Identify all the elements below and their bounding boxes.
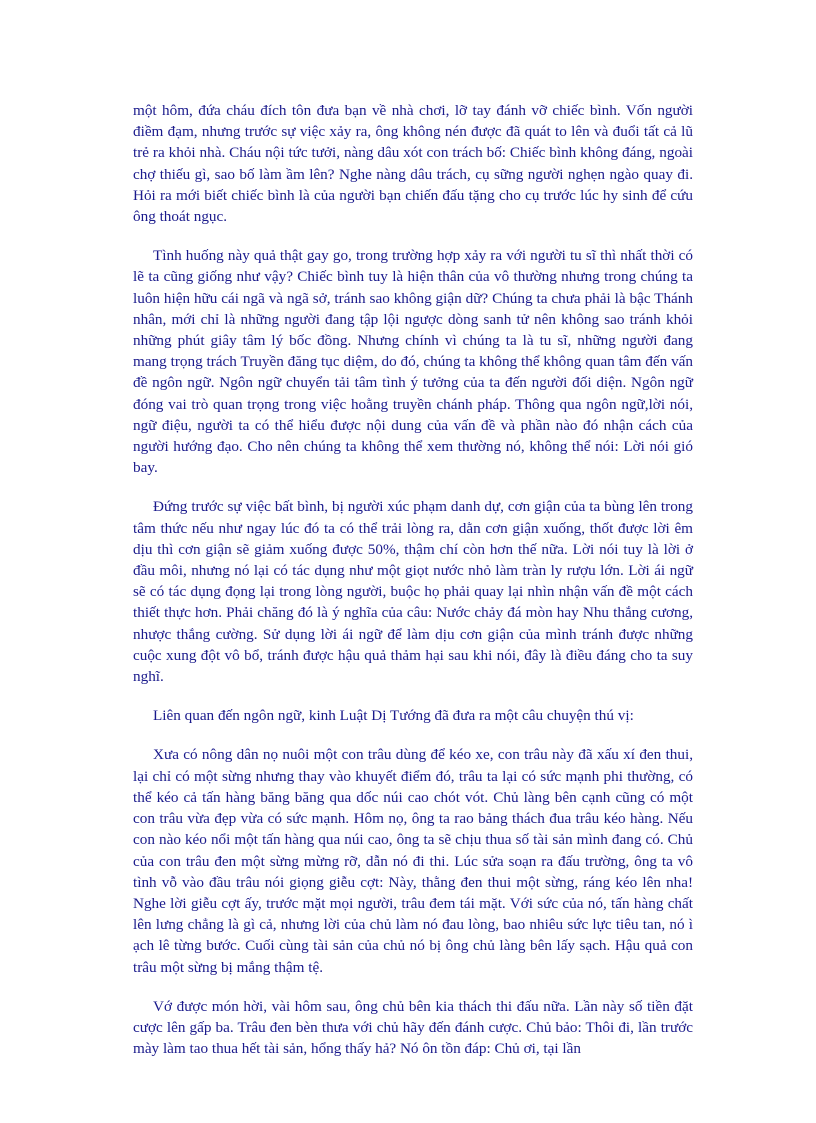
paragraph-5: Xưa có nông dân nọ nuôi một con trâu dùng để kéo xe, con trâu này đã xấu xí đen thui, lại chỉ có một sừng nhưng thay vào khuyết điểm đó, trâu ta lại có sức mạnh phi thường, có thể kéo cả tấn hàng băng băng qua dốc núi cao chót vót. Chủ làng bên cạnh cũng có một con trâu vừa đẹp vừa có sức mạnh. Hôm nọ, ông ta rao bảng thách đua trâu kéo hàng. Nếu con nào kéo nổi một tấn hàng qua núi cao, ông ta sẽ chịu thua số tài sản mình đang có. Chủ của con trâu đen một sừng mừng rỡ, dẫn nó đi thi. Lúc sửa soạn ra đấu trường, ông ta vô tình vỗ vào đầu trâu nói giọng giễu cợt: Này, thằng đen thui một sừng, ráng kéo lên nha! Nghe lời giễu cợt ấy, trước mặt mọi người, trâu đem tái mặt. Với sức của nó, tấn hàng chất lên lưng chẳng là gì cả, nhưng lời của chủ làm nó đau lòng, bao nhiêu sức lực tiêu tan, nó ì ạch lê từng bước. Cuối cùng tài sản của chủ nó bị ông chủ làng bên lấy sạch. Hậu quả con trâu một sừng bị mắng thậm tệ. (133, 746, 693, 976)
paragraph-1: một hôm, đứa cháu đích tôn đưa bạn về nhà chơi, lỡ tay đánh vỡ chiếc bình. Vốn người điềm đạm, nhưng trước sự việc xảy ra, ông không nén được đã quát to lên và đuổi tất cả lũ trẻ ra khỏi nhà. Cháu nội tức tưởi, nàng dâu xót con trách bố: Chiếc bình không đáng, ngoài chợ thiếu gì, sao bố làm ầm lên? Nghe nàng dâu trách, cụ sững người nghẹn ngào quay đi. Hỏi ra mới biết chiếc bình là của người bạn chiến đấu tặng cho cụ trước lúc hy sinh để cứu ông thoát ngục. (133, 102, 693, 226)
document-page (133, 100, 693, 1077)
paragraph-6: Vớ được món hời, vài hôm sau, ông chủ bên kia thách thi đấu nữa. Lần này số tiền đặt cược lên gấp ba. Trâu đen bèn thưa với chủ hãy đến đánh cược. Chủ bảo: Thôi đi, lần trước mày làm tao thua hết tài sản, hổng thấy hả? Nó ôn tồn đáp: Chủ ơi, tại lần (133, 997, 693, 1058)
paragraph-4: Liên quan đến ngôn ngữ, kinh Luật Dị Tướng đã đưa ra một câu chuyện thú vị: (153, 707, 634, 725)
paragraph-2: Tình huống này quả thật gay go, trong trường hợp xảy ra với người tu sĩ thì nhất thời có lẽ ta cũng giống như vậy? Chiếc bình tuy là hiện thân của vô thường nhưng trong chúng ta luôn hiện hữu cái ngã và ngã sở, tránh sao không giận dữ? Chúng ta chưa phải là bậc Thánh nhân, mới chỉ là những người đang tập lội ngược dòng sanh tử nên không sao tránh khỏi những phút giây tâm lý bốc đồng. Nhưng chính vì chúng ta là tu sĩ, những người đang mang trọng trách Truyền đăng tục diệm, do đó, chúng ta không thể không quan tâm đến vấn đề ngôn ngữ. Ngôn ngữ chuyển tải tâm tình ý tưởng của ta đến người đối diện. Ngôn ngữ đóng vai trò quan trọng trong việc hoằng truyền chánh pháp. Thông qua ngôn ngữ,lời nói, ngữ điệu, người ta có thể hiểu được nội dung của vấn đề và phần nào đó nhận cách của người hướng đạo. Cho nên chúng ta không thể xem thường nó, không thể nói: Lời nói gió bay. (133, 247, 693, 477)
paragraph-3: Đứng trước sự việc bất bình, bị người xúc phạm danh dự, cơn giận của ta bùng lên trong tâm thức nếu như ngay lúc đó ta có thể trải lòng ra, dằn cơn giận xuống, thốt được lời êm dịu thì cơn giận sẽ giảm xuống được 50%, thậm chí còn hơn thế nữa. Lời nói tuy là lời ở đầu môi, nhưng nó lại có tác dụng như một giọt nước nhỏ làm tràn ly rượu lớn. Lời ái ngữ sẽ có tác dụng đọng lại trong lòng người, buộc họ phải quay lại nhìn nhận vấn đề một cách thiết thực hơn. Phải chăng đó là ý nghĩa của câu: Nước chảy đá mòn hay Nhu thắng cương, nhược thắng cường. Sử dụng lời ái ngữ để làm dịu cơn giận của mình tránh được những cuộc xung đột vô bổ, tránh được hậu quả thảm hại sau khi nói, đây là điều đáng cho ta suy nghĩ. (133, 498, 693, 686)
